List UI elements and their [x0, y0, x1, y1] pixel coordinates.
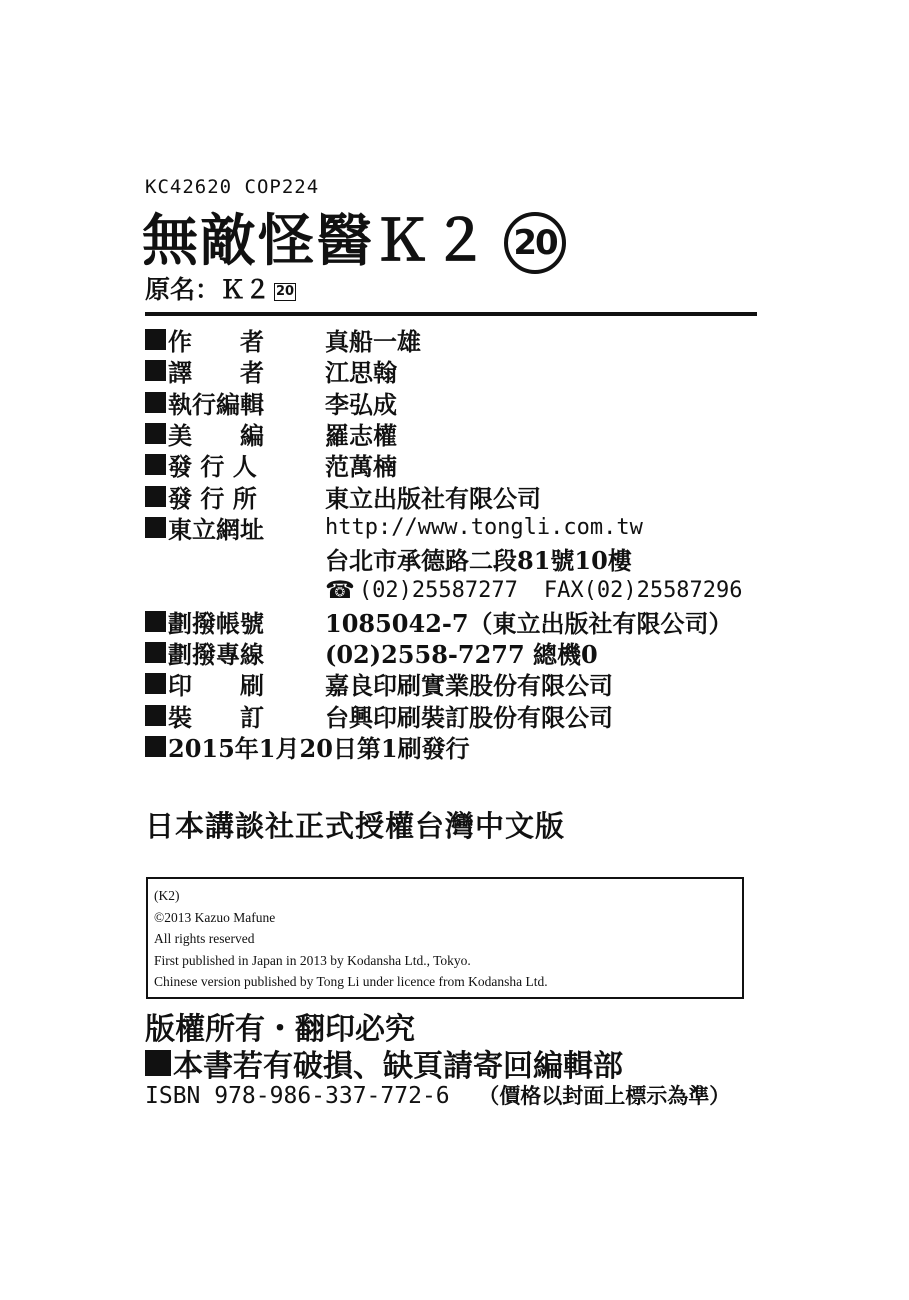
bullet-square — [145, 423, 166, 444]
bullet-square — [145, 517, 166, 538]
credit-row-transfer-account — [145, 606, 743, 637]
copyright-line: First published in Japan in 2013 by Kodansha Ltd., Tokyo. — [154, 952, 471, 968]
credit-value: 江思翰 — [325, 358, 397, 388]
credit-value: 真船一雄 — [325, 327, 421, 357]
bullet-square — [145, 454, 166, 475]
bullet-square — [145, 705, 166, 726]
copyright-box — [146, 877, 744, 999]
credit-row-publishing-house — [145, 480, 743, 511]
credit-row-editor — [145, 387, 743, 418]
copyright-line: (K2) — [154, 888, 180, 903]
bullet-square — [145, 642, 166, 663]
catalog-code: KC42620 COP224 — [145, 176, 320, 198]
isbn-number: ISBN 978-986-337-772-6 — [145, 1083, 450, 1109]
isbn-row — [145, 1080, 730, 1110]
original-title-text: 原名：Ｋ２ — [145, 275, 271, 304]
bullet-square — [145, 486, 166, 507]
credit-value: 羅志權 — [325, 421, 397, 451]
credit-value: 范萬楠 — [325, 452, 397, 482]
license-statement: 日本講談社正式授權台灣中文版 — [145, 809, 566, 843]
bullet-square — [145, 329, 166, 350]
copyright-line: All rights reserved — [154, 931, 255, 946]
credit-label: 譯 者 — [168, 358, 264, 388]
bullet-square — [145, 736, 166, 757]
credit-label: 美 編 — [168, 421, 264, 451]
credit-row-designer — [145, 418, 743, 449]
credit-label: 劃撥專線 — [168, 640, 264, 670]
credit-label: 裝 訂 — [168, 702, 264, 732]
bullet-square — [145, 673, 166, 694]
volume-box-badge: 20 — [276, 284, 295, 299]
credit-value: 東立出版社有限公司 — [325, 483, 541, 513]
copyright-line: ©2013 Kazuo Mafune — [154, 909, 276, 925]
phone-number: (02)25587277 — [358, 577, 518, 603]
credit-value: 台興印刷裝訂股份有限公司 — [325, 702, 613, 732]
credit-row-publisher — [145, 449, 743, 480]
damage-notice-row — [145, 1041, 623, 1085]
publish-date-row — [145, 731, 743, 762]
rights-notice: 版權所有・翻印必究 — [145, 1012, 415, 1047]
publish-date: 2015年1月20日第1刷發行 — [168, 734, 470, 764]
credit-label: 劃撥帳號 — [168, 608, 264, 638]
book-title — [142, 206, 566, 276]
credits-list — [145, 324, 743, 762]
credit-label: 作 者 — [168, 327, 264, 357]
bullet-square — [145, 360, 166, 381]
credit-label: 發 行 人 — [168, 452, 257, 482]
book-title-text: 無敵怪醫Ｋ２ — [142, 208, 490, 274]
bullet-square — [145, 611, 166, 632]
address-text: 台北市承德路二段81號10樓 — [325, 546, 632, 576]
copyright-line: Chinese version published by Tong Li under licence from Kodansha Ltd. — [154, 974, 548, 989]
website-link[interactable]: http://www.tongli.com.tw — [325, 514, 643, 540]
damage-notice: 本書若有破損、缺頁請寄回編輯部 — [173, 1049, 623, 1084]
volume-circle-badge: 20 — [504, 212, 566, 274]
fax-number: FAX(02)25587296 — [543, 577, 743, 603]
bullet-square — [145, 1050, 171, 1076]
credit-label: 東立網址 — [168, 514, 264, 544]
credit-label: 印 刷 — [168, 671, 264, 701]
credit-value: (02)2558-7277 總機0 — [325, 640, 598, 670]
credit-row-transfer-line — [145, 637, 743, 668]
original-title — [145, 274, 296, 306]
contact-row — [145, 574, 743, 605]
credit-value: 1085042-7（東立出版社有限公司） — [325, 608, 733, 638]
credit-row-printing — [145, 668, 743, 699]
divider-rule — [145, 312, 757, 316]
credit-label: 執行編輯 — [168, 389, 264, 419]
credit-row-translator — [145, 355, 743, 386]
address-row — [145, 543, 743, 574]
credit-value: 李弘成 — [325, 389, 397, 419]
credit-row-binding — [145, 700, 743, 731]
credit-row-author — [145, 324, 743, 355]
telephone-icon: ☎ — [325, 576, 355, 605]
bullet-square — [145, 392, 166, 413]
credit-row-website — [145, 512, 743, 543]
price-note: （價格以封面上標示為準） — [478, 1083, 731, 1108]
credit-label: 發 行 所 — [168, 483, 257, 513]
credit-value: 嘉良印刷實業股份有限公司 — [325, 671, 613, 701]
